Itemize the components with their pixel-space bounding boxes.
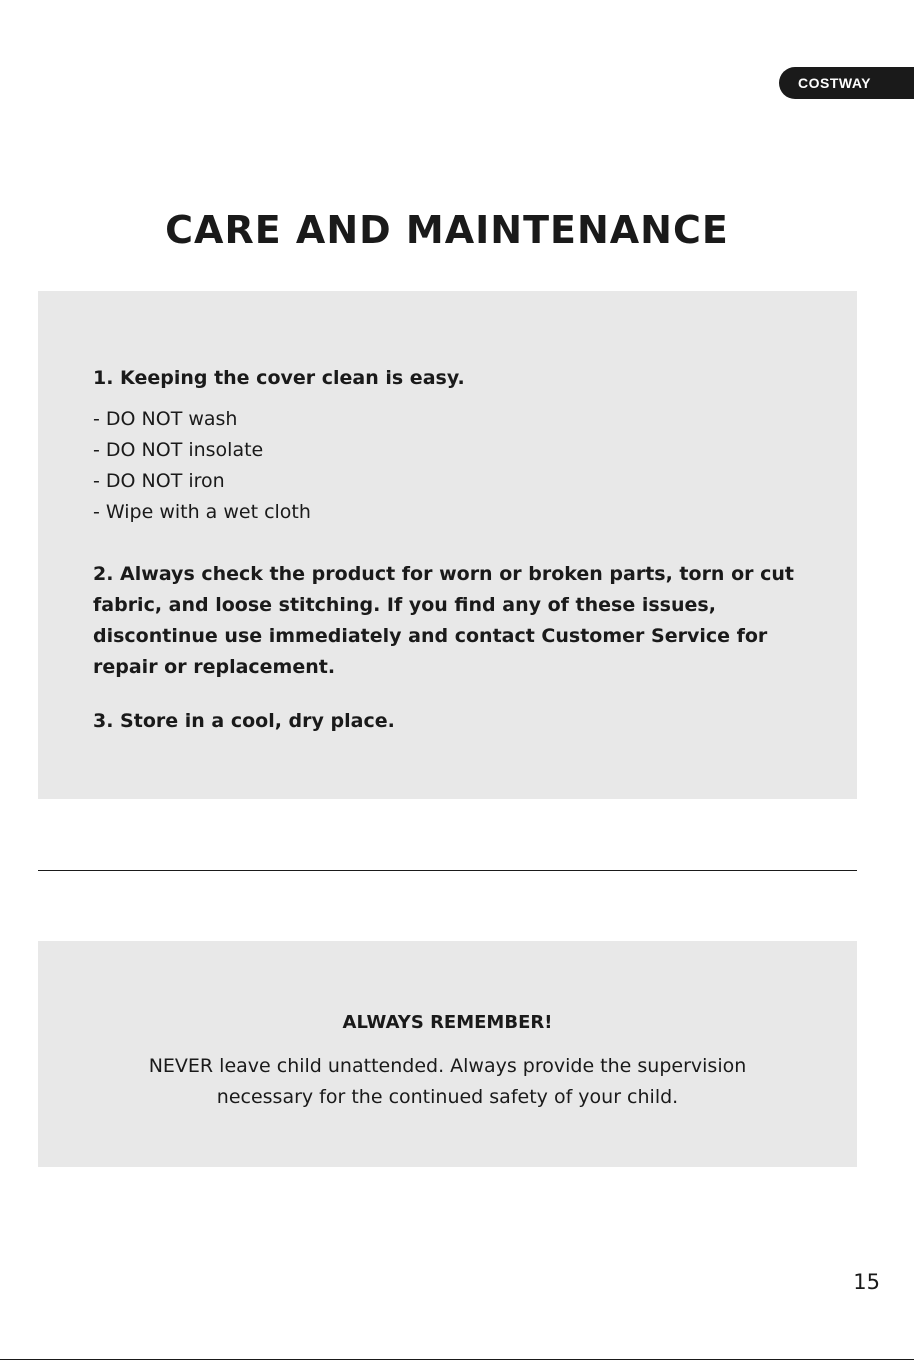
care-panel <box>38 291 857 799</box>
page-number: 15 <box>853 1270 880 1294</box>
care-item-1-heading: 1. Keeping the cover clean is easy. <box>93 367 465 389</box>
always-remember-panel <box>38 941 857 1167</box>
care-bullet: - DO NOT wash <box>93 408 238 430</box>
care-item-2: 2. Always check the product for worn or broken parts, torn or cut fabric, and loose stitching. If you find any of these issues, discontinue use immediately and contact Customer Service for repair or replacement. <box>93 563 794 678</box>
care-bullet: - DO NOT insolate <box>93 439 264 461</box>
page-title: CARE AND MAINTENANCE <box>165 208 729 252</box>
care-bullet: - Wipe with a wet cloth <box>93 501 311 523</box>
always-remember-text: NEVER leave child unattended. Always provide the supervision necessary for the continued safety of your child. <box>148 1055 747 1108</box>
brand-logo-text: COSTWAY <box>798 75 871 91</box>
brand-logo-tab <box>779 67 914 99</box>
care-content <box>93 363 813 737</box>
always-remember-title: ALWAYS REMEMBER! <box>342 1012 553 1033</box>
bottom-rule <box>0 1359 914 1360</box>
care-item-1-list <box>93 404 813 528</box>
care-bullet: - DO NOT iron <box>93 470 225 492</box>
care-item-3: 3. Store in a cool, dry place. <box>93 710 395 732</box>
section-divider <box>38 870 857 871</box>
